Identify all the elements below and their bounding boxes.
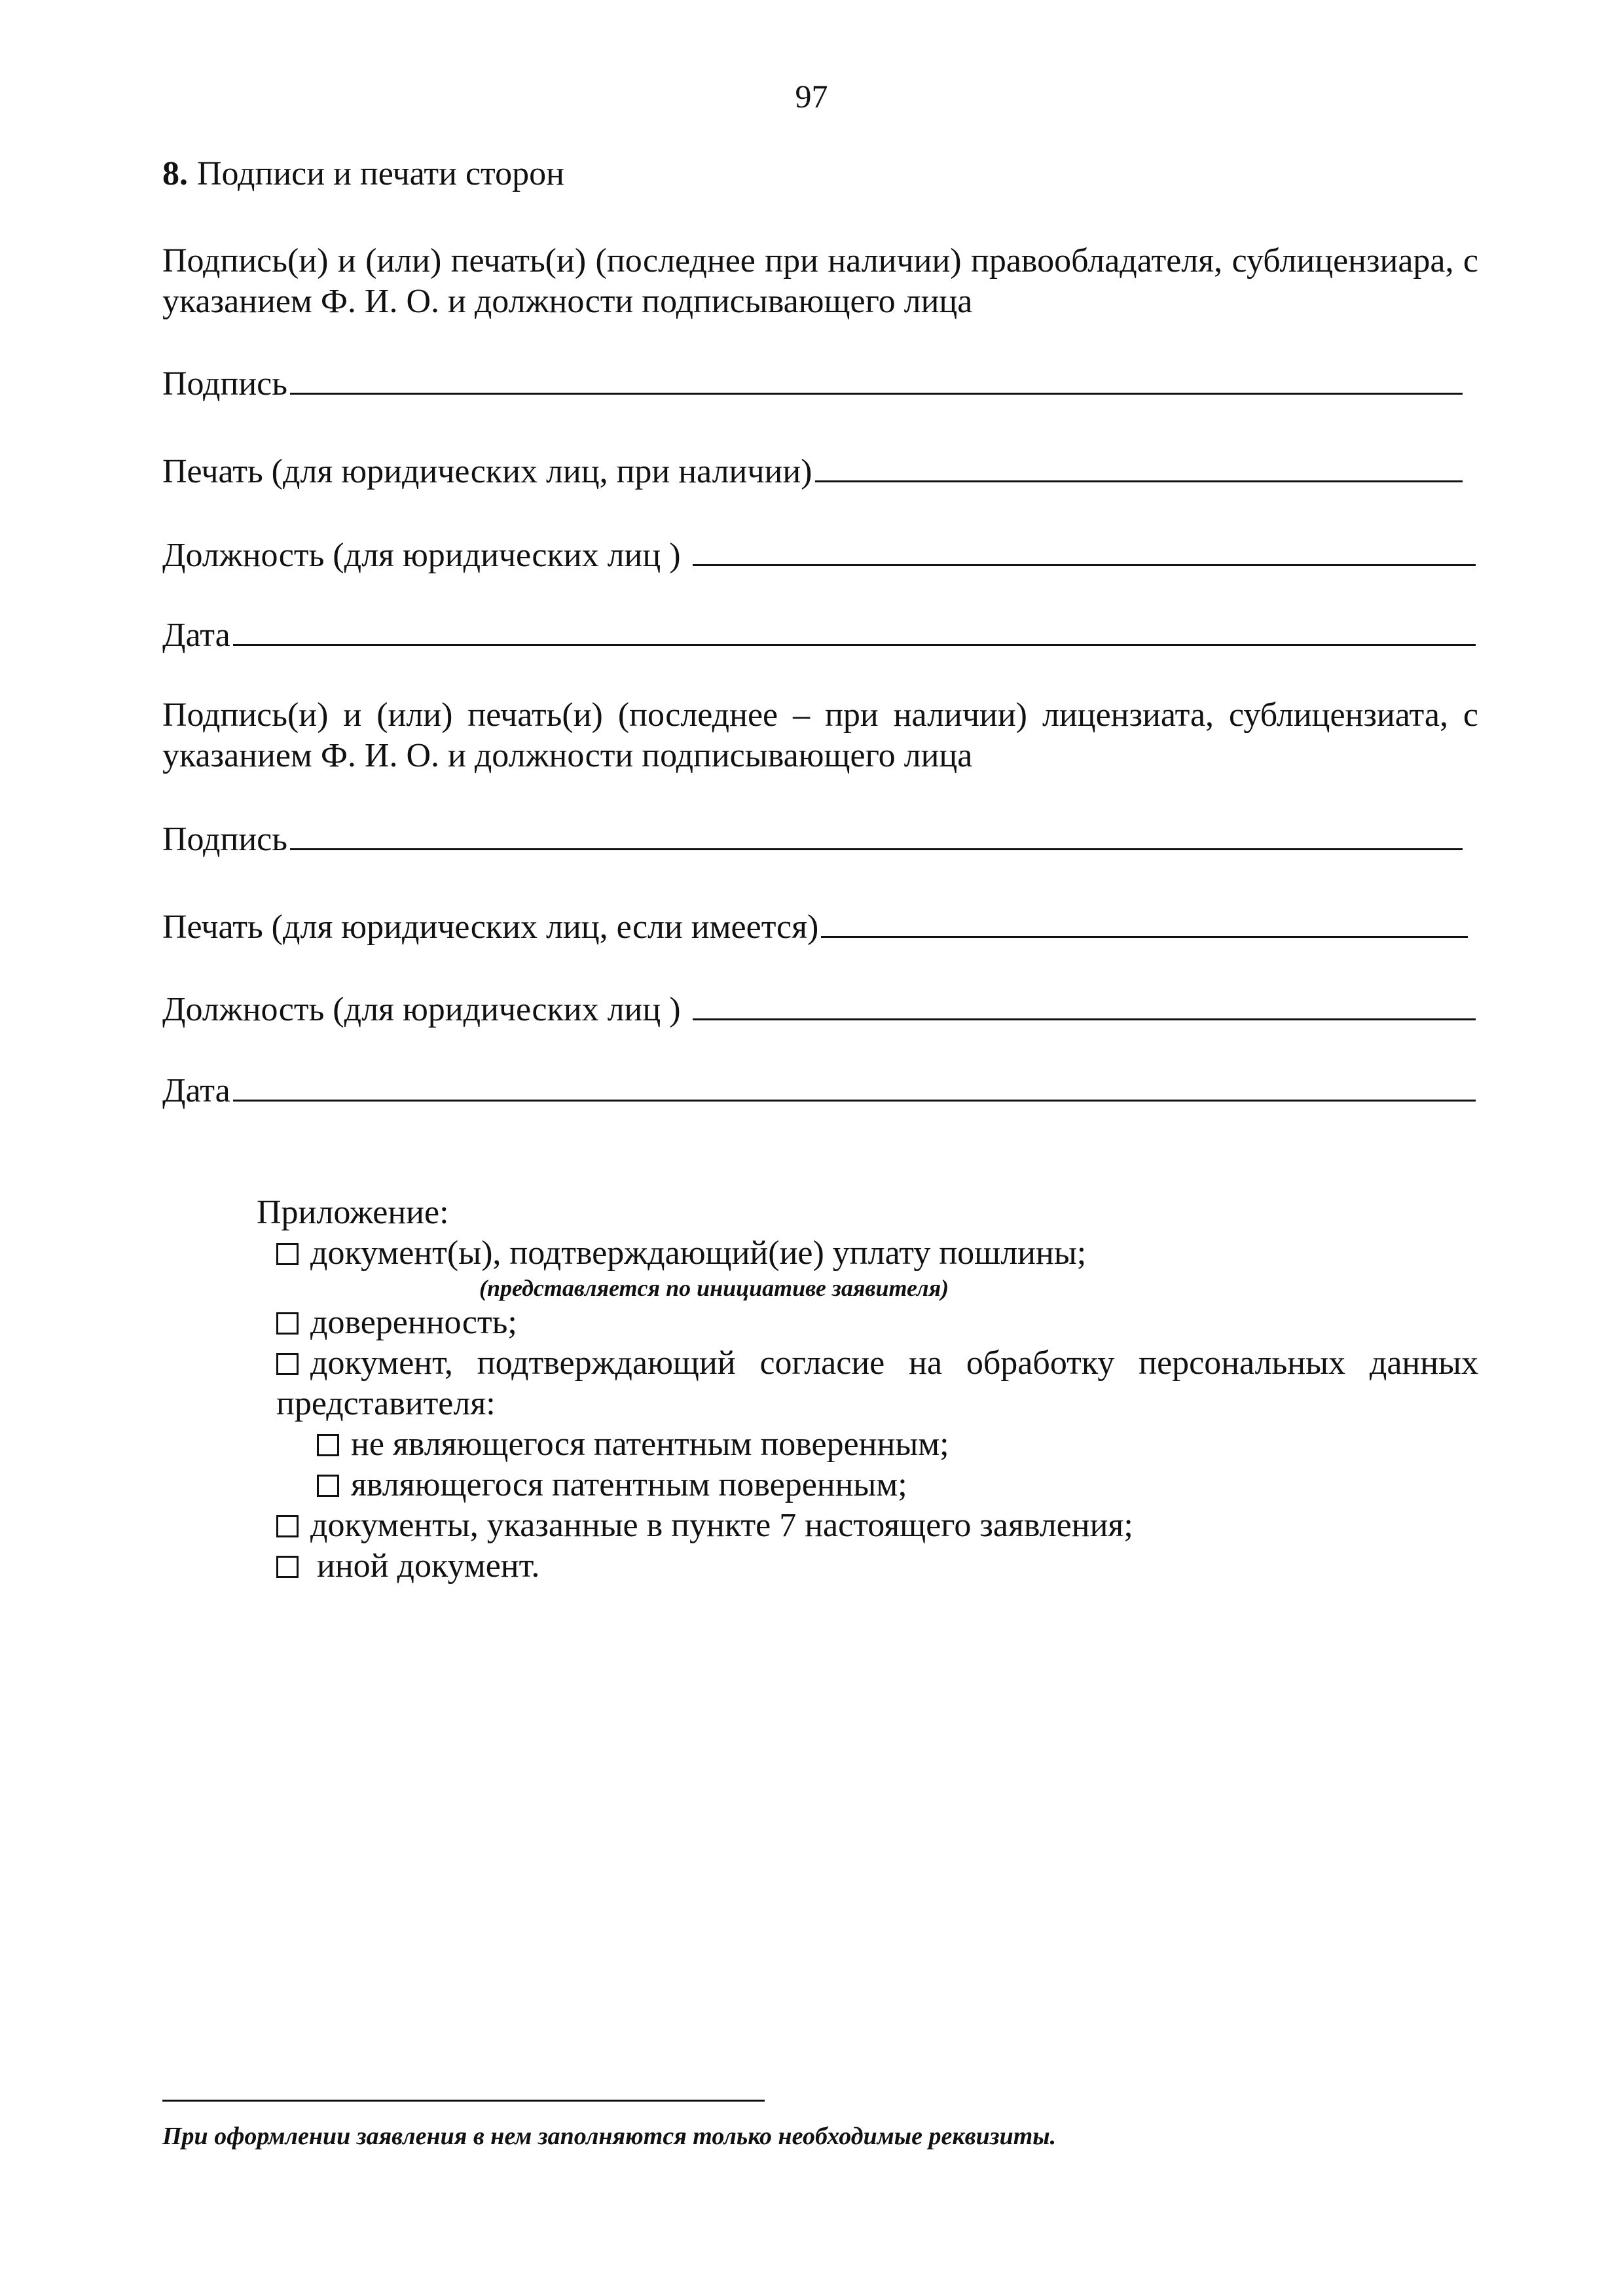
appendix-item-patent-attorney[interactable] bbox=[317, 1465, 1478, 1505]
seal-line[interactable] bbox=[815, 452, 1463, 482]
rightholder-seal-field[interactable] bbox=[162, 452, 1463, 492]
appendix-item-power-of-attorney[interactable] bbox=[276, 1302, 1478, 1343]
signature-label: Подпись bbox=[162, 821, 287, 858]
footnote: При оформлении заявления в нем заполняются только необходимые реквизиты. bbox=[162, 2123, 1057, 2150]
section-title bbox=[162, 154, 564, 193]
appendix-title: Приложение: bbox=[257, 1194, 449, 1231]
rightholder-date-field[interactable] bbox=[162, 615, 1476, 656]
date-label: Дата bbox=[162, 617, 230, 654]
appendix-item-label: документ, подтверждающий согласие на обработку персональных данных представителя: bbox=[276, 1344, 1478, 1422]
licensee-signature-field[interactable] bbox=[162, 819, 1463, 860]
signature-line[interactable] bbox=[290, 364, 1463, 395]
checkbox[interactable] bbox=[317, 1475, 339, 1497]
appendix-item-label: не являющегося патентным поверенным; bbox=[351, 1426, 949, 1463]
date-line[interactable] bbox=[233, 615, 1476, 646]
checkbox[interactable] bbox=[276, 1243, 299, 1265]
date-label: Дата bbox=[162, 1072, 230, 1109]
licensee-position-field[interactable] bbox=[162, 990, 1476, 1030]
appendix-item-label: являющегося патентным поверенным; bbox=[351, 1466, 907, 1503]
rightholder-signature-field[interactable] bbox=[162, 364, 1463, 404]
position-line[interactable] bbox=[693, 990, 1476, 1020]
position-label: Должность (для юридических лиц ) bbox=[162, 537, 681, 574]
appendix-item-label: документ(ы), подтверждающий(ие) уплату пошлины; bbox=[310, 1234, 1087, 1272]
checkbox[interactable] bbox=[317, 1434, 339, 1456]
rightholder-signature-intro: Подпись(и) и (или) печать(и) (последнее при наличии) правообладателя, сублицензиара, с указанием Ф. И. О. и должности подписывающего лица bbox=[162, 242, 1478, 320]
appendix-item-label: документы, указанные в пункте 7 настоящего заявления; bbox=[310, 1507, 1133, 1544]
licensee-seal-field[interactable] bbox=[162, 907, 1468, 948]
licensee-date-field[interactable] bbox=[162, 1071, 1476, 1111]
appendix-item-label: иной документ. bbox=[317, 1547, 540, 1585]
appendix-item-other-document[interactable] bbox=[276, 1546, 1478, 1587]
rightholder-position-field[interactable] bbox=[162, 535, 1476, 576]
appendix-item-label: доверенность; bbox=[310, 1304, 517, 1341]
position-line[interactable] bbox=[693, 535, 1476, 566]
seal-label: Печать (для юридических лиц, если имеется) bbox=[162, 908, 819, 946]
section-title-text: Подписи и печати сторон bbox=[197, 155, 564, 192]
licensee-signature-intro: Подпись(и) и (или) печать(и) (последнее – при наличии) лицензиата, сублицензиата, с указанием Ф. И. О. и должности подписывающего лица bbox=[162, 696, 1478, 774]
checkbox[interactable] bbox=[276, 1312, 299, 1335]
checkbox[interactable] bbox=[276, 1515, 299, 1537]
footnote-divider bbox=[162, 2100, 765, 2102]
date-line[interactable] bbox=[233, 1071, 1476, 1102]
appendix-item-not-patent-attorney[interactable] bbox=[317, 1424, 1478, 1465]
appendix-fee-note: (представляется по инициативе заявителя) bbox=[479, 1275, 949, 1301]
checkbox[interactable] bbox=[276, 1556, 299, 1578]
position-label: Должность (для юридических лиц ) bbox=[162, 991, 681, 1028]
appendix-item-section7-documents[interactable] bbox=[276, 1505, 1478, 1546]
signature-label: Подпись bbox=[162, 365, 287, 403]
appendix-item-fee-document[interactable] bbox=[276, 1233, 1478, 1274]
page-number: 97 bbox=[795, 78, 828, 115]
section-number: 8. bbox=[162, 155, 188, 192]
seal-line[interactable] bbox=[821, 907, 1468, 938]
checkbox[interactable] bbox=[276, 1353, 299, 1375]
signature-line[interactable] bbox=[290, 819, 1463, 850]
seal-label: Печать (для юридических лиц, при наличии) bbox=[162, 453, 812, 490]
appendix bbox=[257, 1193, 1478, 1587]
appendix-item-consent-document[interactable] bbox=[276, 1343, 1478, 1424]
